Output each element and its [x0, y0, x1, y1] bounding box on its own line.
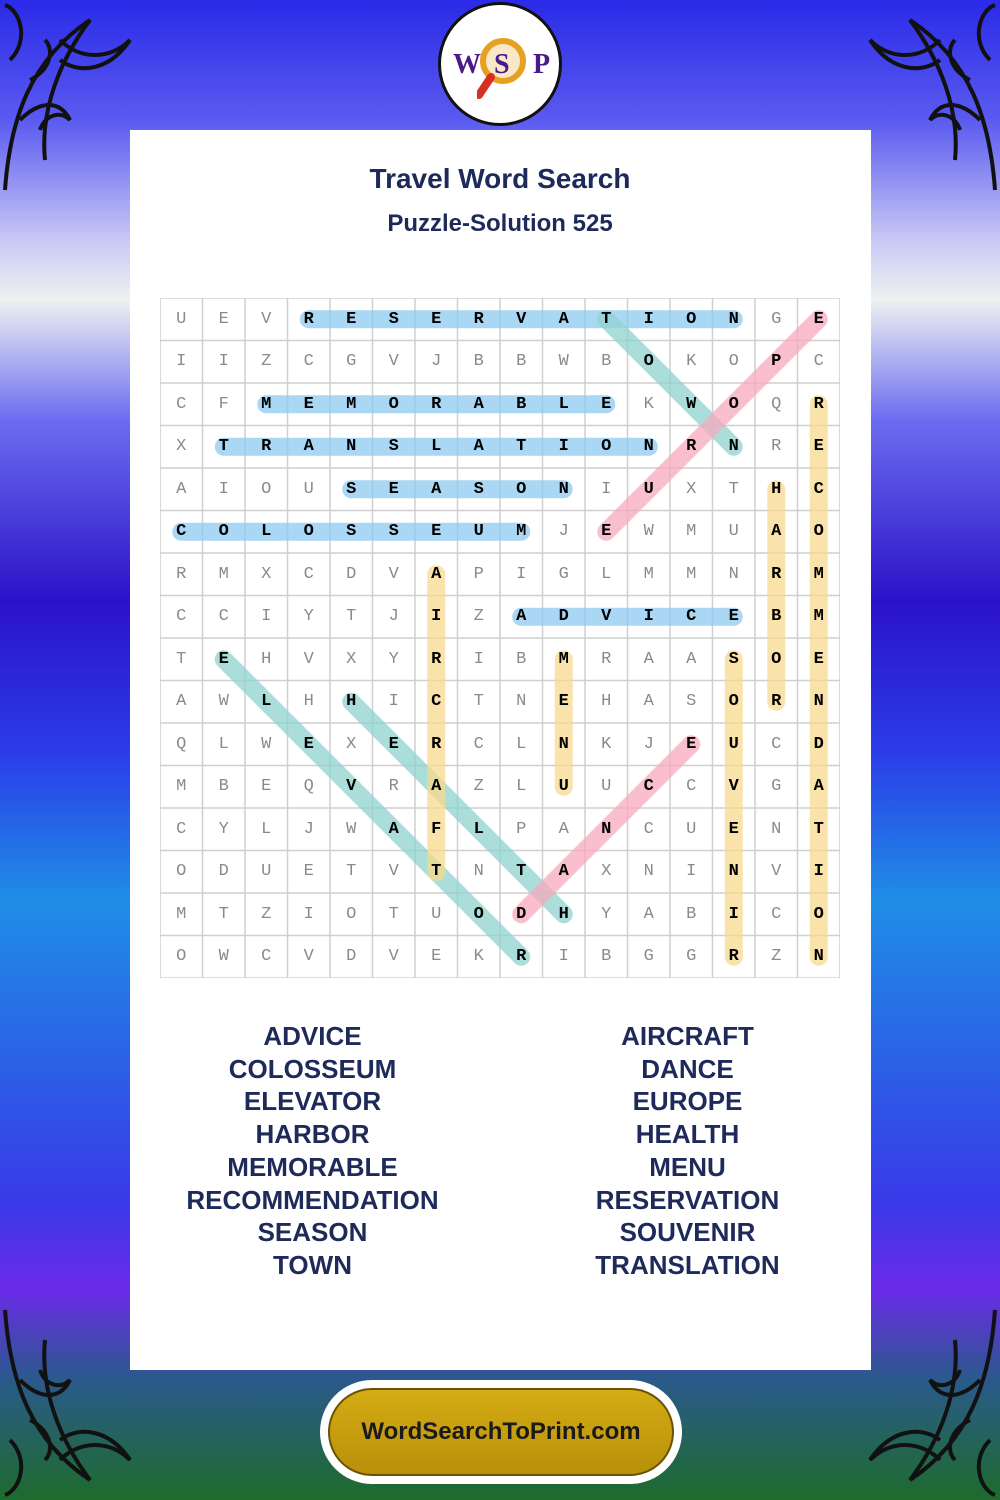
grid-letter[interactable]: T: [431, 862, 442, 882]
grid-letter[interactable]: L: [261, 692, 272, 712]
grid-letter[interactable]: J: [431, 352, 442, 372]
grid-letter[interactable]: O: [728, 692, 739, 712]
grid-letter[interactable]: N: [601, 819, 612, 839]
grid-letter[interactable]: R: [813, 394, 824, 414]
grid-letter[interactable]: U: [686, 819, 697, 839]
grid-letter[interactable]: M: [261, 394, 272, 414]
grid-letter[interactable]: N: [558, 479, 569, 499]
grid-letter[interactable]: A: [771, 522, 782, 542]
grid-letter[interactable]: A: [431, 564, 442, 584]
grid-letter[interactable]: F: [431, 819, 442, 839]
grid-letter[interactable]: D: [558, 607, 569, 627]
grid-letter[interactable]: G: [771, 309, 782, 329]
grid-letter[interactable]: C: [303, 352, 314, 372]
grid-letter[interactable]: R: [771, 437, 782, 457]
word-list-item: HEALTH: [635, 1119, 740, 1150]
grid-letter[interactable]: U: [431, 904, 442, 924]
grid-letter[interactable]: N: [728, 564, 739, 584]
grid-letter[interactable]: Z: [261, 904, 272, 924]
grid-letter[interactable]: W: [558, 352, 569, 372]
grid-letter[interactable]: D: [813, 734, 824, 754]
grid-letter[interactable]: M: [516, 522, 527, 542]
grid-letter[interactable]: B: [601, 947, 612, 967]
grid-letter[interactable]: J: [388, 607, 399, 627]
grid-letter[interactable]: U: [176, 309, 187, 329]
grid-letter[interactable]: A: [431, 479, 442, 499]
grid-letter[interactable]: G: [686, 947, 697, 967]
grid-letter[interactable]: X: [261, 564, 272, 584]
grid-letter[interactable]: I: [601, 479, 612, 499]
grid-letter[interactable]: H: [771, 479, 782, 499]
grid-letter[interactable]: E: [303, 862, 314, 882]
grid-letter[interactable]: V: [728, 777, 739, 797]
grid-letter[interactable]: A: [558, 862, 569, 882]
grid-letter[interactable]: K: [643, 394, 654, 414]
grid-letter[interactable]: U: [728, 522, 739, 542]
grid-letter[interactable]: R: [601, 649, 612, 669]
grid-letter[interactable]: O: [686, 309, 697, 329]
grid-letter[interactable]: D: [516, 904, 527, 924]
grid-letter[interactable]: S: [473, 479, 484, 499]
grid-letter[interactable]: W: [643, 522, 654, 542]
grid-letter[interactable]: L: [558, 394, 569, 414]
grid-letter[interactable]: M: [176, 777, 187, 797]
grid-letter[interactable]: M: [813, 564, 824, 584]
grid-letter[interactable]: I: [176, 352, 187, 372]
word-list-item: HARBOR: [255, 1119, 370, 1150]
grid-letter[interactable]: E: [601, 522, 612, 542]
grid-letter[interactable]: L: [431, 437, 442, 457]
grid-letter[interactable]: O: [601, 437, 612, 457]
grid-letter[interactable]: T: [176, 649, 187, 669]
grid-letter[interactable]: H: [303, 692, 314, 712]
grid-letter[interactable]: G: [558, 564, 569, 584]
grid-letter[interactable]: B: [516, 352, 527, 372]
grid-letter[interactable]: C: [473, 734, 484, 754]
grid-letter[interactable]: C: [303, 564, 314, 584]
grid-letter[interactable]: E: [388, 734, 399, 754]
grid-letter[interactable]: T: [813, 819, 824, 839]
grid-letter[interactable]: W: [686, 394, 697, 414]
grid-letter[interactable]: E: [261, 777, 272, 797]
grid-letter[interactable]: U: [261, 862, 272, 882]
grid-letter[interactable]: I: [728, 904, 739, 924]
grid-letter[interactable]: C: [176, 607, 187, 627]
grid-letter[interactable]: I: [558, 437, 569, 457]
grid-letter[interactable]: O: [346, 904, 357, 924]
grid-letter[interactable]: L: [516, 734, 527, 754]
grid-letter[interactable]: C: [218, 607, 229, 627]
grid-letter[interactable]: Q: [176, 734, 187, 754]
grid-letter[interactable]: O: [261, 479, 272, 499]
grid-letter[interactable]: E: [431, 309, 442, 329]
grid-letter[interactable]: N: [473, 862, 484, 882]
grid-letter[interactable]: V: [346, 777, 357, 797]
grid-letter[interactable]: N: [516, 692, 527, 712]
grid-letter[interactable]: Q: [303, 777, 314, 797]
grid-letter[interactable]: L: [261, 522, 272, 542]
word-list-item: TOWN: [273, 1249, 352, 1280]
grid-letter[interactable]: U: [473, 522, 484, 542]
word-list-item: RECOMMENDATION: [186, 1184, 439, 1215]
word-list-item: COLOSSEUM: [228, 1053, 397, 1084]
grid-letter[interactable]: W: [218, 692, 229, 712]
grid-letter[interactable]: C: [176, 819, 187, 839]
grid-letter[interactable]: E: [303, 734, 314, 754]
page-title: Travel Word Search: [369, 163, 631, 194]
grid-letter[interactable]: Q: [771, 394, 782, 414]
grid-letter[interactable]: M: [346, 394, 357, 414]
grid-letter[interactable]: J: [558, 522, 569, 542]
word-list-item: ELEVATOR: [243, 1086, 382, 1117]
word-list-right: [505, 1020, 870, 1282]
grid-letter[interactable]: J: [303, 819, 314, 839]
grid-letter[interactable]: B: [218, 777, 229, 797]
grid-letter[interactable]: A: [176, 692, 187, 712]
grid-letter[interactable]: O: [813, 522, 824, 542]
grid-letter[interactable]: E: [728, 607, 739, 627]
grid-letter[interactable]: A: [516, 607, 527, 627]
grid-letter[interactable]: A: [473, 437, 484, 457]
grid-letter[interactable]: C: [686, 777, 697, 797]
grid-letter[interactable]: S: [346, 522, 357, 542]
grid-letter[interactable]: T: [516, 862, 527, 882]
grid-letter[interactable]: V: [388, 862, 399, 882]
grid-letter[interactable]: N: [728, 862, 739, 882]
grid-letter[interactable]: O: [771, 649, 782, 669]
grid-letter[interactable]: M: [686, 564, 697, 584]
grid-letter[interactable]: C: [176, 522, 187, 542]
grid-letter[interactable]: Y: [218, 819, 229, 839]
grid-letter[interactable]: V: [388, 947, 399, 967]
grid-letter[interactable]: I: [218, 352, 229, 372]
website-link-button[interactable]: WordSearchToPrint.com: [328, 1388, 674, 1476]
grid-letter[interactable]: W: [218, 947, 229, 967]
grid-letter[interactable]: A: [643, 692, 654, 712]
word-list-item: ADVICE: [263, 1021, 362, 1051]
grid-letter[interactable]: Z: [771, 947, 782, 967]
grid-letter[interactable]: J: [643, 734, 654, 754]
logo-letter-p: P: [533, 49, 551, 80]
grid-letter[interactable]: A: [558, 309, 569, 329]
grid-letter[interactable]: T: [601, 309, 612, 329]
grid-letter[interactable]: E: [813, 437, 824, 457]
grid-letter[interactable]: R: [771, 692, 782, 712]
page-subtitle: Puzzle-Solution 525: [387, 210, 613, 237]
word-list-item: RESERVATION: [595, 1184, 780, 1215]
grid-letter[interactable]: I: [261, 607, 272, 627]
word-list-item: DANCE: [641, 1053, 734, 1084]
word-list-item: SEASON: [257, 1217, 368, 1248]
grid-letter[interactable]: B: [473, 352, 484, 372]
grid-letter[interactable]: V: [388, 352, 399, 372]
grid-letter[interactable]: O: [176, 862, 187, 882]
word-list-left: [130, 1020, 495, 1282]
grid-letter[interactable]: X: [346, 734, 357, 754]
grid-letter[interactable]: V: [601, 607, 612, 627]
grid-letter[interactable]: A: [558, 819, 569, 839]
grid-letter[interactable]: G: [643, 947, 654, 967]
grid-letter[interactable]: A: [431, 777, 442, 797]
grid-letter[interactable]: C: [813, 352, 824, 372]
grid-letter[interactable]: I: [686, 862, 697, 882]
grid-letter[interactable]: O: [388, 394, 399, 414]
grid-letter[interactable]: I: [473, 649, 484, 669]
grid-letter[interactable]: M: [813, 607, 824, 627]
grid-letter[interactable]: E: [388, 479, 399, 499]
word-list-item: MENU: [649, 1151, 726, 1182]
grid-letter[interactable]: R: [388, 777, 399, 797]
word-list-item: EUROPE: [632, 1086, 743, 1117]
grid-letter[interactable]: C: [686, 607, 697, 627]
grid-letter[interactable]: I: [643, 309, 654, 329]
grid-letter[interactable]: B: [686, 904, 697, 924]
grid-letter[interactable]: E: [431, 947, 442, 967]
grid-letter[interactable]: R: [431, 649, 442, 669]
grid-letter[interactable]: O: [218, 522, 229, 542]
logo-letter-w: W: [453, 49, 481, 80]
grid-letter[interactable]: E: [728, 819, 739, 839]
grid-letter[interactable]: D: [218, 862, 229, 882]
grid-letter[interactable]: A: [303, 437, 314, 457]
grid-letter[interactable]: L: [601, 564, 612, 584]
grid-letter[interactable]: N: [643, 862, 654, 882]
grid-letter[interactable]: U: [728, 734, 739, 754]
grid-letter[interactable]: A: [813, 777, 824, 797]
grid-letter[interactable]: B: [516, 649, 527, 669]
grid-letter[interactable]: F: [218, 394, 229, 414]
word-list-item: AIRCRAFT: [621, 1021, 754, 1051]
grid-letter[interactable]: A: [176, 479, 187, 499]
grid-letter[interactable]: C: [813, 479, 824, 499]
grid-letter[interactable]: O: [813, 904, 824, 924]
grid-letter[interactable]: O: [728, 394, 739, 414]
grid-letter[interactable]: G: [771, 777, 782, 797]
grid-letter[interactable]: T: [388, 904, 399, 924]
grid-letter[interactable]: R: [771, 564, 782, 584]
grid-letter[interactable]: N: [813, 947, 824, 967]
grid-letter[interactable]: U: [303, 479, 314, 499]
grid-letter[interactable]: Y: [601, 904, 612, 924]
grid-letter[interactable]: I: [388, 692, 399, 712]
grid-letter[interactable]: N: [558, 734, 569, 754]
grid-letter[interactable]: O: [176, 947, 187, 967]
grid-letter[interactable]: R: [431, 394, 442, 414]
grid-letter[interactable]: Z: [261, 352, 272, 372]
grid-letter[interactable]: V: [261, 309, 272, 329]
grid-letter[interactable]: V: [771, 862, 782, 882]
grid-letter[interactable]: X: [346, 649, 357, 669]
grid-letter[interactable]: U: [558, 777, 569, 797]
grid-letter[interactable]: C: [176, 394, 187, 414]
grid-letter[interactable]: R: [176, 564, 187, 584]
grid-letter[interactable]: D: [346, 564, 357, 584]
grid-letter[interactable]: O: [728, 352, 739, 372]
grid-letter[interactable]: A: [643, 649, 654, 669]
grid-letter[interactable]: R: [303, 309, 314, 329]
grid-letter[interactable]: C: [261, 947, 272, 967]
grid-letter[interactable]: I: [813, 862, 824, 882]
grid-letter[interactable]: N: [728, 309, 739, 329]
grid-letter[interactable]: W: [261, 734, 272, 754]
grid-letter[interactable]: T: [346, 862, 357, 882]
grid-letter[interactable]: M: [218, 564, 229, 584]
grid-letter[interactable]: X: [686, 479, 697, 499]
grid-letter[interactable]: Z: [473, 607, 484, 627]
grid-letter[interactable]: R: [473, 309, 484, 329]
grid-letter[interactable]: H: [261, 649, 272, 669]
grid-letter[interactable]: E: [218, 649, 229, 669]
grid-letter[interactable]: E: [601, 394, 612, 414]
grid-letter[interactable]: R: [686, 437, 697, 457]
grid-letter[interactable]: O: [643, 352, 654, 372]
grid-letter[interactable]: X: [176, 437, 187, 457]
grid-letter[interactable]: E: [431, 522, 442, 542]
grid-letter[interactable]: S: [388, 522, 399, 542]
grid-letter[interactable]: N: [728, 437, 739, 457]
grid-letter[interactable]: C: [771, 904, 782, 924]
grid-letter[interactable]: S: [388, 309, 399, 329]
grid-letter[interactable]: E: [813, 309, 824, 329]
grid-letter[interactable]: R: [516, 947, 527, 967]
grid-letter[interactable]: E: [558, 692, 569, 712]
grid-letter[interactable]: A: [686, 649, 697, 669]
word-search-grid: [160, 298, 840, 978]
grid-letter[interactable]: C: [643, 777, 654, 797]
grid-letter[interactable]: B: [516, 394, 527, 414]
grid-letter[interactable]: X: [601, 862, 612, 882]
grid-letter[interactable]: V: [516, 309, 527, 329]
grid-letter[interactable]: A: [388, 819, 399, 839]
grid-letter[interactable]: V: [388, 564, 399, 584]
grid-letter[interactable]: D: [346, 947, 357, 967]
grid-letter[interactable]: I: [218, 479, 229, 499]
grid-letter[interactable]: T: [728, 479, 739, 499]
word-list-item: SOUVENIR: [619, 1217, 756, 1248]
grid-letter[interactable]: I: [431, 607, 442, 627]
grid-letter[interactable]: I: [303, 904, 314, 924]
grid-letter[interactable]: B: [771, 607, 782, 627]
site-logo[interactable]: [438, 2, 562, 126]
grid-letter[interactable]: A: [643, 904, 654, 924]
grid-letter[interactable]: Z: [473, 777, 484, 797]
grid-letter[interactable]: L: [516, 777, 527, 797]
grid-letter[interactable]: N: [346, 437, 357, 457]
grid-letter[interactable]: L: [261, 819, 272, 839]
grid-letter[interactable]: Y: [303, 607, 314, 627]
grid-letter[interactable]: M: [176, 904, 187, 924]
grid-letter[interactable]: O: [516, 479, 527, 499]
grid-letter[interactable]: N: [771, 819, 782, 839]
grid-letter[interactable]: E: [686, 734, 697, 754]
grid-letter[interactable]: L: [473, 819, 484, 839]
grid-letter[interactable]: O: [473, 904, 484, 924]
grid-letter[interactable]: S: [388, 437, 399, 457]
grid-letter[interactable]: I: [643, 607, 654, 627]
word-list-item: MEMORABLE: [227, 1151, 398, 1182]
grid-letter[interactable]: C: [643, 819, 654, 839]
grid-letter[interactable]: Y: [388, 649, 399, 669]
grid-letter[interactable]: T: [218, 904, 229, 924]
grid-letter[interactable]: C: [431, 692, 442, 712]
grid-letter[interactable]: V: [303, 649, 314, 669]
grid-letter[interactable]: B: [601, 352, 612, 372]
grid-letter[interactable]: R: [728, 947, 739, 967]
grid-letter[interactable]: V: [303, 947, 314, 967]
logo-letter-s: S: [494, 49, 510, 80]
grid-letter[interactable]: U: [601, 777, 612, 797]
grid-letter[interactable]: P: [516, 819, 527, 839]
grid-letter[interactable]: E: [813, 649, 824, 669]
grid-letter[interactable]: T: [473, 692, 484, 712]
grid-letter[interactable]: M: [558, 649, 569, 669]
grid-letter[interactable]: H: [346, 692, 357, 712]
grid-letter[interactable]: R: [431, 734, 442, 754]
grid-letter[interactable]: T: [346, 607, 357, 627]
grid-letter[interactable]: T: [218, 437, 229, 457]
grid-letter[interactable]: S: [728, 649, 739, 669]
grid-letter[interactable]: S: [346, 479, 357, 499]
grid-letter[interactable]: O: [303, 522, 314, 542]
grid-letter[interactable]: I: [516, 564, 527, 584]
grid-letter[interactable]: E: [218, 309, 229, 329]
grid-letter[interactable]: H: [558, 904, 569, 924]
grid-letter[interactable]: T: [516, 437, 527, 457]
grid-letter[interactable]: N: [813, 692, 824, 712]
grid-letter[interactable]: K: [601, 734, 612, 754]
grid-letter[interactable]: U: [643, 479, 654, 499]
word-list-item: TRANSLATION: [595, 1249, 780, 1280]
grid-letter[interactable]: L: [218, 734, 229, 754]
grid-letter[interactable]: K: [473, 947, 484, 967]
grid-letter[interactable]: C: [771, 734, 782, 754]
grid-letter[interactable]: M: [643, 564, 654, 584]
grid-letter[interactable]: K: [686, 352, 697, 372]
grid-letter[interactable]: I: [558, 947, 569, 967]
grid-letter[interactable]: P: [771, 352, 782, 372]
grid-letter[interactable]: E: [303, 394, 314, 414]
grid-letter[interactable]: A: [473, 394, 484, 414]
grid-letter[interactable]: G: [346, 352, 357, 372]
grid-letter[interactable]: W: [346, 819, 357, 839]
grid-letter[interactable]: M: [686, 522, 697, 542]
grid-letter[interactable]: S: [686, 692, 697, 712]
grid-letter[interactable]: H: [601, 692, 612, 712]
grid-letter[interactable]: E: [346, 309, 357, 329]
grid-letter[interactable]: R: [261, 437, 272, 457]
grid-letter[interactable]: P: [473, 564, 484, 584]
grid-letter[interactable]: N: [643, 437, 654, 457]
